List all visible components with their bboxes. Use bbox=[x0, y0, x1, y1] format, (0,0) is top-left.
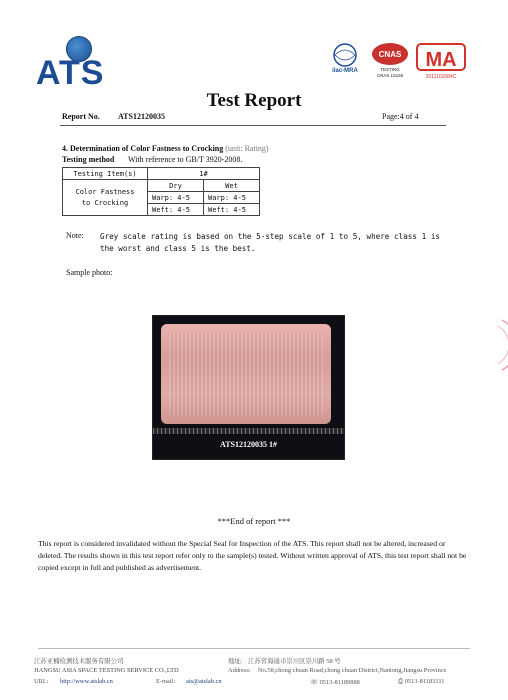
ma-text: MA bbox=[425, 49, 457, 71]
table-cell-item bbox=[63, 180, 148, 216]
header-divider bbox=[60, 125, 446, 126]
end-of-report: ***End of report *** bbox=[217, 516, 291, 526]
ma-number: 2011101584C bbox=[425, 74, 457, 80]
table-cell: Wet bbox=[203, 180, 259, 192]
sample-photo-label: Sample photo: bbox=[66, 268, 113, 277]
url-label: URL: bbox=[34, 678, 49, 685]
address-cn: 江苏省海通市崇川区崇川路 58 号 bbox=[248, 658, 341, 665]
table-cell: Testing Item(s) bbox=[63, 168, 148, 180]
section-unit: (unit: Rating) bbox=[225, 144, 269, 153]
photo-caption: ATS12120035 1# bbox=[220, 440, 277, 449]
table-cell: Weft: 4-5 bbox=[148, 204, 204, 216]
company-name-cn: 江苏亚楠检测技术服务有限公司 bbox=[34, 658, 124, 665]
website-link[interactable]: http://www.atslab.cn bbox=[60, 678, 113, 685]
footer-divider bbox=[38, 648, 470, 649]
address-en: No.58,chong chuan Road,chong chuan District,Nantong,Jiangsu Province bbox=[258, 667, 447, 674]
ilac-mra-logo bbox=[325, 42, 365, 74]
phone-icon: ☏ bbox=[310, 679, 320, 686]
ats-logo: ATS bbox=[36, 54, 105, 92]
address-cn-label: 地址: bbox=[228, 658, 243, 665]
ruler-image bbox=[153, 428, 344, 434]
section-title-text: 4. Determination of Color Fastness to Crocking bbox=[62, 144, 224, 153]
cnas-number-text: CNAS L5155 bbox=[376, 73, 404, 78]
item-line: Color Fastness bbox=[75, 187, 135, 196]
table-row bbox=[63, 168, 260, 180]
fax-number: 0513-81183111 bbox=[404, 678, 445, 685]
table-row bbox=[63, 180, 260, 192]
page-number: Page:4 of 4 bbox=[382, 112, 419, 121]
cnas-testing-text: TESTING bbox=[380, 67, 400, 72]
results-table bbox=[62, 167, 260, 216]
telephone-number: 0513-81189888 bbox=[319, 679, 360, 686]
fax bbox=[398, 678, 444, 686]
page-title: Test Report bbox=[206, 90, 302, 111]
company-name-en: JIANGSU ASIA SPACE TESTING SERVICE CO.,LTD bbox=[34, 667, 179, 674]
address-label: Address: bbox=[228, 667, 251, 674]
telephone bbox=[310, 678, 360, 686]
cnas-text: CNAS bbox=[378, 50, 402, 59]
cma-logo bbox=[413, 42, 469, 82]
report-no-label: Report No. bbox=[62, 112, 100, 121]
table-cell: Warp: 4-5 bbox=[148, 192, 204, 204]
ilac-text: ilac-MRA bbox=[332, 68, 358, 74]
email-label: E-mail: bbox=[156, 678, 176, 685]
cnas-logo bbox=[370, 40, 410, 80]
item-line: to Crocking bbox=[81, 198, 129, 207]
email-link[interactable]: ats@atslab.cn bbox=[186, 678, 222, 685]
report-no-value: ATS12120035 bbox=[118, 112, 165, 121]
testing-method-label: Testing method bbox=[62, 155, 115, 164]
table-cell: Dry bbox=[148, 180, 204, 192]
fax-icon: ⎙ bbox=[398, 678, 405, 685]
table-cell: Weft: 4-5 bbox=[203, 204, 259, 216]
disclaimer-text: This report is considered invalidated without the Special Seal for Inspection of the ATS. This report shall not be altered, increased or deleted. The results shown in this test report refer only to the sample(s) tested. Without written approval of ATS, this test report shall not be copied except in full and published as advertisement. bbox=[38, 539, 467, 572]
towel-sample-image bbox=[161, 324, 331, 424]
section-title bbox=[62, 144, 269, 153]
note-label: Note: bbox=[66, 231, 84, 240]
sample-photo bbox=[152, 315, 345, 460]
table-cell: 1# bbox=[148, 168, 260, 180]
note-text: Grey scale rating is based on the 5-step scale of 1 to 5, where class 1 is the worst and class 5 is the best. bbox=[100, 232, 440, 253]
seal-stamp-icon bbox=[472, 318, 508, 372]
table-cell: Warp: 4-5 bbox=[203, 192, 259, 204]
testing-method-value: With reference to GB/T 3920-2008. bbox=[128, 155, 243, 164]
